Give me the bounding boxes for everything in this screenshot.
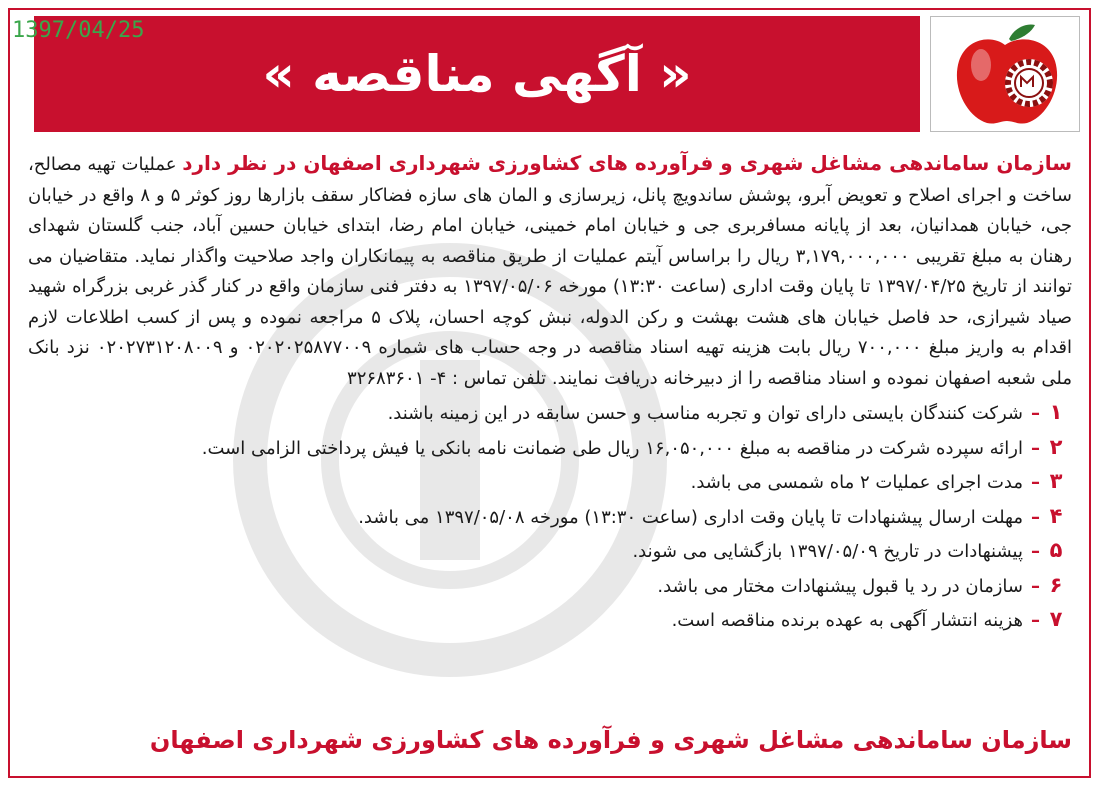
condition-item	[28, 500, 1072, 535]
condition-text: مهلت ارسال پیشنهادات تا پایان وقت اداری (ساعت ۱۳:۳۰) مورخه ۱۳۹۷/۰۵/۰۸ می باشد.	[358, 506, 1023, 528]
condition-text: مدت اجرای عملیات ۲ ماه شمسی می باشد.	[690, 472, 1023, 493]
date-stamp: 1397/04/25	[12, 18, 145, 43]
condition-dash: –	[1031, 472, 1040, 493]
condition-dash: –	[1031, 506, 1040, 528]
footer-organization: سازمان ساماندهی مشاغل شهری و فرآورده های کشاورزی شهرداری اصفهان	[149, 726, 1072, 754]
condition-dash: –	[1031, 610, 1040, 631]
condition-number: ۷	[1049, 607, 1063, 631]
condition-text: سازمان در رد یا قبول پیشنهادات مختار می باشد.	[657, 575, 1023, 597]
condition-text: هزینه انتشار آگهی به عهده برنده مناقصه است.	[671, 610, 1023, 631]
body-lead: سازمان ساماندهی مشاغل شهری و فرآورده های کشاورزی شهرداری اصفهان در نظر دارد	[182, 151, 1072, 175]
condition-text: شرکت کنندگان بایستی دارای توان و تجربه مناسب و حسن سابقه در این زمینه باشند.	[387, 403, 1023, 424]
condition-dash: –	[1031, 575, 1040, 597]
condition-item	[28, 465, 1072, 500]
conditions-list	[28, 396, 1072, 638]
title-banner	[34, 16, 920, 132]
condition-text: پیشنهادات در تاریخ ۱۳۹۷/۰۵/۰۹ بازگشایی می شوند.	[632, 541, 1023, 562]
condition-number: ۶	[1049, 572, 1063, 597]
condition-number: ۴	[1049, 503, 1063, 528]
condition-item	[28, 603, 1072, 638]
condition-item	[28, 534, 1072, 569]
notice-title: « آگهی مناقصه »	[262, 45, 692, 103]
condition-number: ۳	[1049, 469, 1063, 493]
condition-item	[28, 569, 1072, 604]
organization-logo	[930, 16, 1080, 132]
body-paragraph	[28, 148, 1072, 394]
condition-dash: –	[1031, 541, 1040, 562]
apple-gear-logo-icon	[931, 17, 1079, 131]
condition-number: ۵	[1049, 538, 1063, 562]
condition-dash: –	[1031, 437, 1040, 459]
condition-text: ارائه سپرده شرکت در مناقصه به مبلغ ۱۶,۰۵۰,۰۰۰ ریال طی ضمانت نامه بانکی یا فیش پرداختی الزامی است.	[201, 437, 1023, 459]
condition-number: ۲	[1049, 434, 1063, 459]
condition-number: ۱	[1049, 400, 1063, 424]
condition-item	[28, 396, 1072, 431]
notice-body	[28, 148, 1072, 638]
condition-item	[28, 431, 1072, 466]
condition-dash: –	[1031, 403, 1040, 424]
body-text: عملیات تهیه مصالح، ساخت و اجرای اصلاح و تعویض آبرو، پوشش ساندویچ پانل، زیرسازی و المان های سازه فضاکار سقف بازارها روز کوثر ۵ و ۸ واقع در خیابان جی، خیابان همدانیان، بعد از پایانه مسافربری جی و خیابان امام خمینی، خیابان امام رضا، ابتدای خیابان حسین آباد، جنب گلستان شهدای رهنان به مبلغ تقریبی ۳,۱۷۹,۰۰۰,۰۰۰ ریال را براساس آیتم عملیات از طریق مناقصه به پیمانکاران واجد صلاحیت واگذار نماید. متقاضیان می توانند از تاریخ ۱۳۹۷/۰۴/۲۵ تا پایان وقت اداری (ساعت ۱۳:۳۰) مورخه ۱۳۹۷/۰۵/۰۶ به دفتر فنی سازمان واقع در کنار گذر غربی بزرگراه شهید صیاد شیرازی، حد فاصل خیابان های هشت بهشت و رکن الدوله، نبش کوچه احسان، پلاک ۵ مراجعه نموده و پس از کسب اطلاعات لازم اقدام به واریز مبلغ ۷۰۰,۰۰۰ ریال بابت هزینه تهیه اسناد مناقصه در وجه حساب های شماره ۰۲۰۲۰۲۵۸۷۷۰۰۹ و ۰۲۰۲۷۳۱۲۰۸۰۰۹ نزد بانک ملی شعبه اصفهان نموده و اسناد مناقصه را از دبیرخانه دریافت نمایند. تلفن تماس : ۴- ۳۲۶۸۳۶۰۱	[28, 154, 1073, 389]
